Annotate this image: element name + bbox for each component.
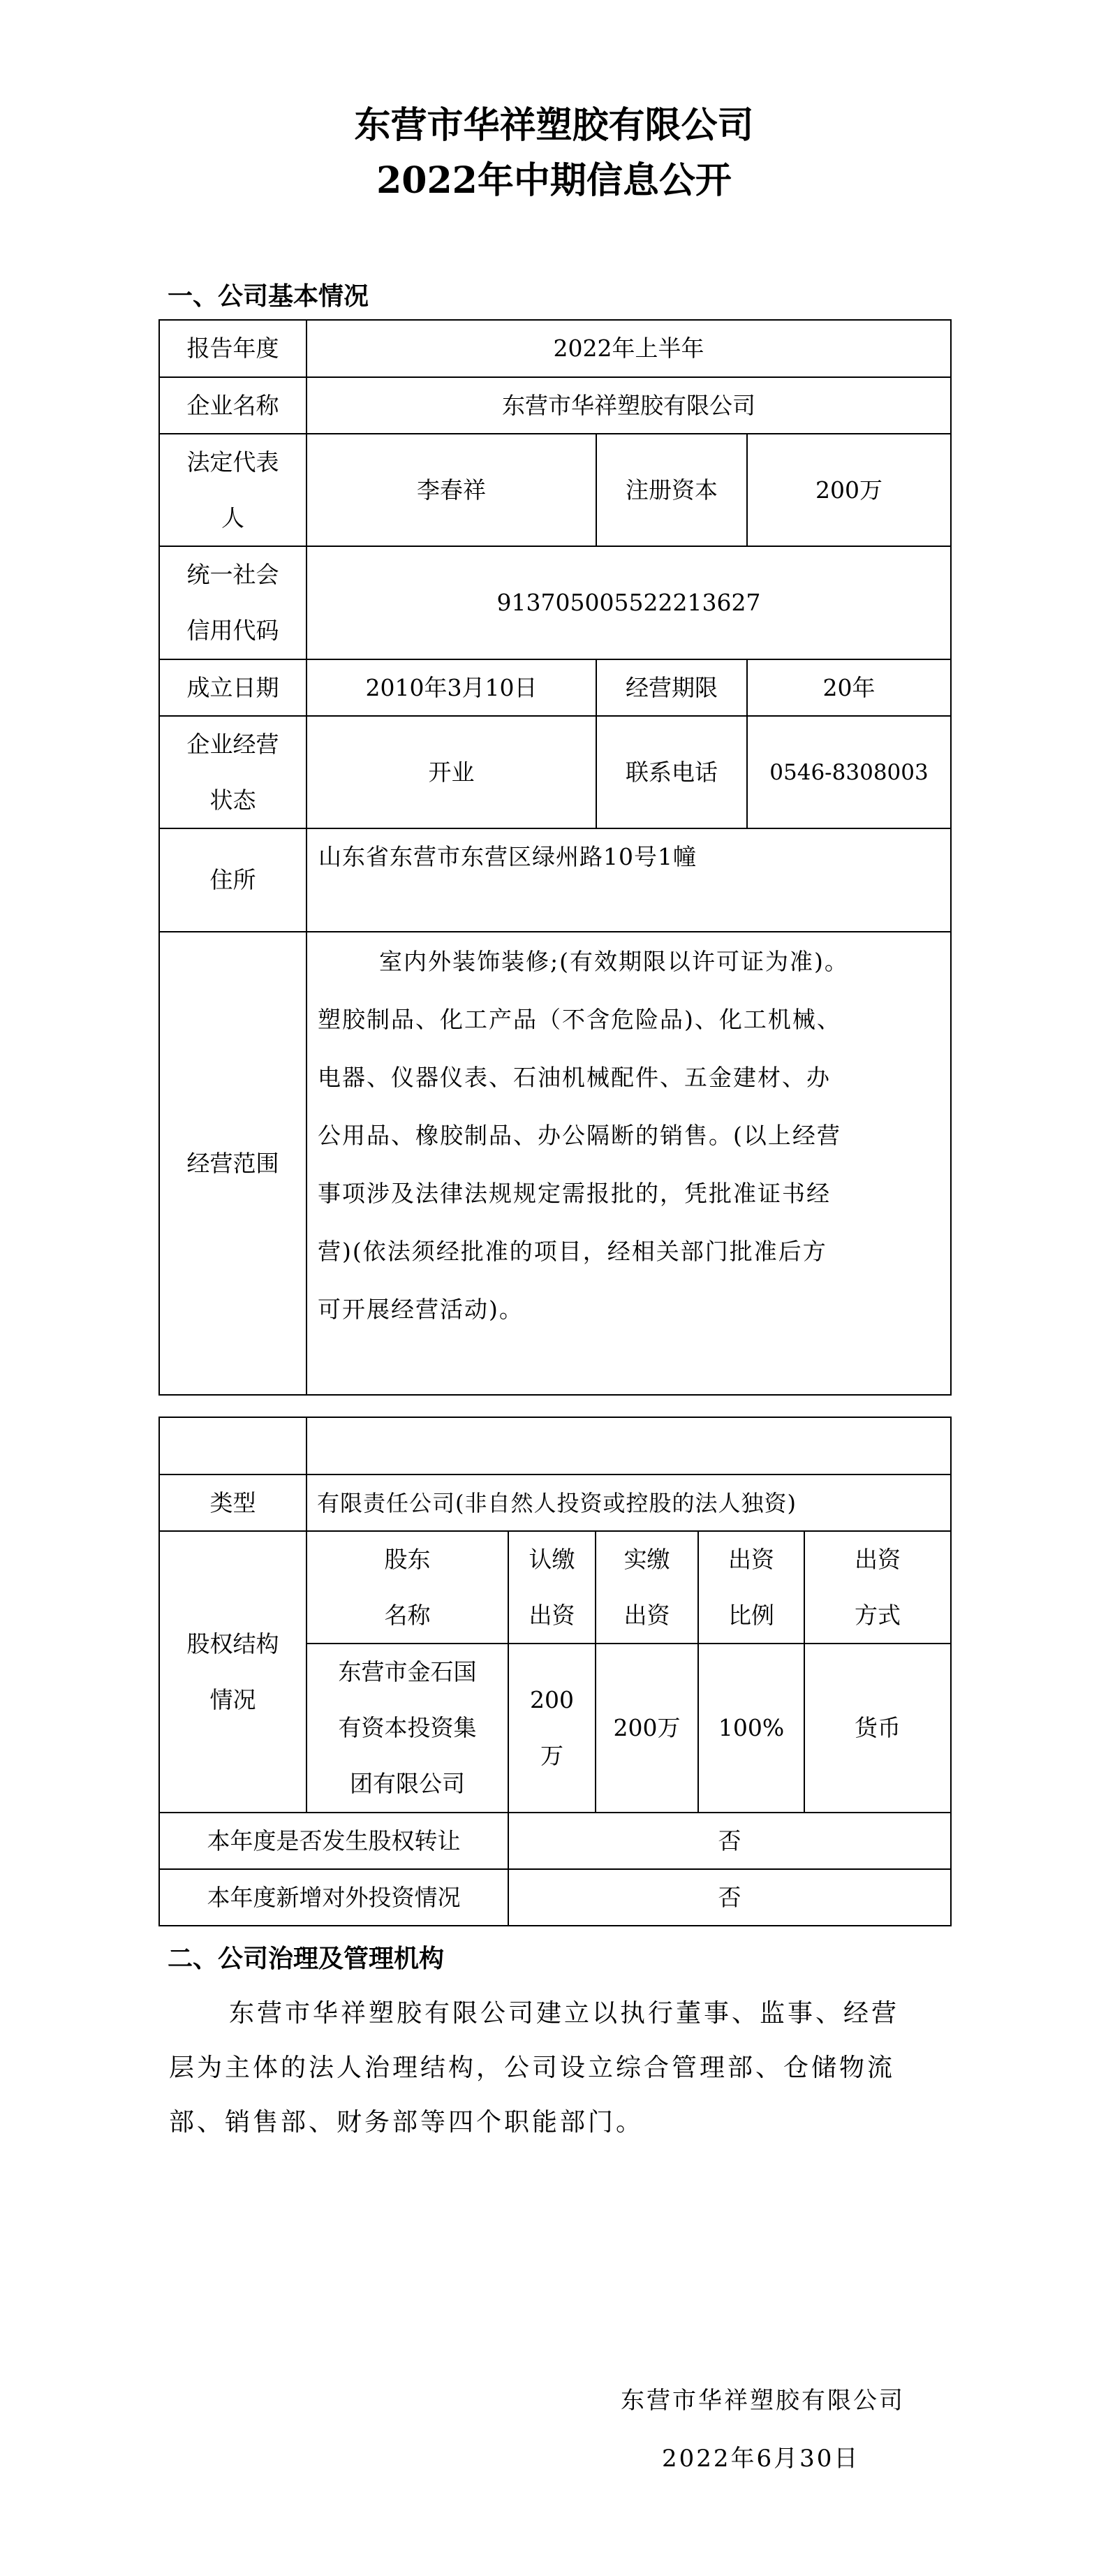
established-label: 成立日期 (186, 673, 279, 701)
type-label: 类型 (209, 1488, 256, 1516)
credit-code-label-line1: 统一社会 (186, 561, 279, 588)
header-line: 出资 (728, 1545, 774, 1573)
legal-rep-label-line1: 法定代表 (186, 448, 279, 476)
term-value: 20年 (822, 673, 876, 701)
company-name-value: 东营市华祥塑胶有限公司 (502, 391, 755, 419)
legal-rep-label-line2: 人 (221, 504, 244, 532)
paragraph-line: 层为主体的法人治理结构，公司设立综合管理部、仓储物流 (169, 2054, 896, 2082)
scope-label: 经营范围 (186, 1149, 279, 1177)
company-name-label: 企业名称 (186, 391, 279, 419)
credit-code-value: 913705005522213627 (496, 589, 761, 616)
established-value: 2010年3月10日 (365, 673, 538, 701)
shareholder-line: 团有限公司 (350, 1770, 465, 1797)
subscribed-line: 万 (540, 1742, 563, 1769)
status-label-line2: 状态 (209, 786, 256, 814)
table-rule (950, 1417, 952, 1926)
credit-code-label-line2: 信用代码 (186, 617, 279, 644)
equity-transfer-value: 否 (718, 1827, 741, 1854)
signature-date: 2022年6月30日 (662, 2445, 860, 2473)
credit-code-label (160, 547, 306, 659)
header-ratio (699, 1532, 804, 1643)
scope-line: 可开展经营活动)。 (318, 1296, 524, 1323)
status-label-line1: 企业经营 (186, 730, 279, 758)
report-year-value: 2022年上半年 (553, 335, 704, 362)
address-label: 住所 (209, 866, 256, 893)
header-subscribed-capital (509, 1532, 595, 1643)
scope-line: 营)(依法须经批准的项目，经相关部门批准后方 (318, 1238, 827, 1265)
equity-label-line1: 股权结构 (186, 1630, 279, 1657)
table-rule (158, 1394, 952, 1396)
subscribed-capital (509, 1644, 595, 1812)
equity-transfer-label: 本年度是否发生股权转让 (207, 1827, 461, 1854)
address-value: 山东省东营市东营区绿州路10号1幢 (318, 843, 697, 870)
scope-line: 塑胶制品、化工产品（不含危险品)、化工机械、 (318, 1006, 841, 1033)
subscribed-line: 200 (530, 1686, 574, 1713)
header-shareholder-name (307, 1532, 508, 1643)
phone-label: 联系电话 (626, 758, 718, 786)
scope-line: 公用品、橡胶制品、办公隔断的销售。(以上经营 (318, 1122, 841, 1149)
empty-row-value (307, 1418, 950, 1474)
shareholder-line: 有资本投资集 (338, 1714, 477, 1741)
signature-company: 东营市华祥塑胶有限公司 (621, 2387, 905, 2415)
contribution-method: 货币 (855, 1714, 901, 1741)
governance-paragraph (169, 1986, 958, 2150)
new-investment-value: 否 (718, 1883, 741, 1911)
status-value: 开业 (428, 758, 475, 786)
header-method (805, 1532, 950, 1643)
header-line: 出资 (623, 1601, 670, 1629)
document-title-line2: 2022年中期信息公开 (376, 159, 732, 202)
shareholder-name (307, 1644, 508, 1812)
report-year-label: 报告年度 (186, 335, 279, 362)
header-line: 股东 (384, 1545, 431, 1573)
table-rule (950, 319, 952, 1396)
paid-in-capital: 200万 (613, 1714, 681, 1741)
legal-rep-value: 李春祥 (417, 476, 486, 504)
scope-line: 室内外装饰装修;(有效期限以许可证为准)。 (379, 948, 849, 975)
scope-value (318, 932, 946, 1338)
header-line: 方式 (855, 1601, 901, 1629)
registered-capital-value: 200万 (815, 476, 882, 504)
section1-heading: 一、公司基本情况 (168, 282, 369, 311)
type-value: 有限责任公司(非自然人投资或控股的法人独资) (317, 1489, 797, 1516)
scope-line: 事项涉及法律法规规定需报批的，凭批准证书经 (318, 1180, 831, 1207)
shareholder-line: 东营市金石国 (338, 1658, 477, 1685)
scope-line: 电器、仪器仪表、石油机械配件、五金建材、办 (318, 1064, 831, 1091)
empty-row-label (160, 1418, 306, 1474)
paragraph-line: 东营市华祥塑胶有限公司建立以执行董事、监事、经营 (229, 1999, 900, 2028)
header-line: 出资 (855, 1545, 901, 1573)
header-line: 出资 (529, 1601, 575, 1629)
legal-rep-label (160, 434, 306, 546)
header-line: 实缴 (623, 1545, 670, 1573)
header-line: 名称 (384, 1601, 431, 1629)
status-label (160, 717, 306, 828)
equity-label-line2: 情况 (209, 1685, 256, 1713)
header-line: 认缴 (529, 1545, 575, 1573)
header-paid-in-capital (596, 1532, 697, 1643)
term-label: 经营期限 (626, 673, 718, 701)
contribution-ratio: 100% (718, 1714, 785, 1741)
document-title-line1: 东营市华祥塑胶有限公司 (354, 104, 754, 147)
equity-structure-label (160, 1532, 306, 1812)
paragraph-line: 部、销售部、财务部等四个职能部门。 (169, 2108, 644, 2137)
section2-heading: 二、公司治理及管理机构 (168, 1945, 445, 1973)
phone-value: 0546-8308003 (769, 759, 929, 785)
header-line: 比例 (728, 1601, 774, 1629)
new-investment-label: 本年度新增对外投资情况 (207, 1883, 461, 1911)
registered-capital-label: 注册资本 (626, 476, 718, 504)
